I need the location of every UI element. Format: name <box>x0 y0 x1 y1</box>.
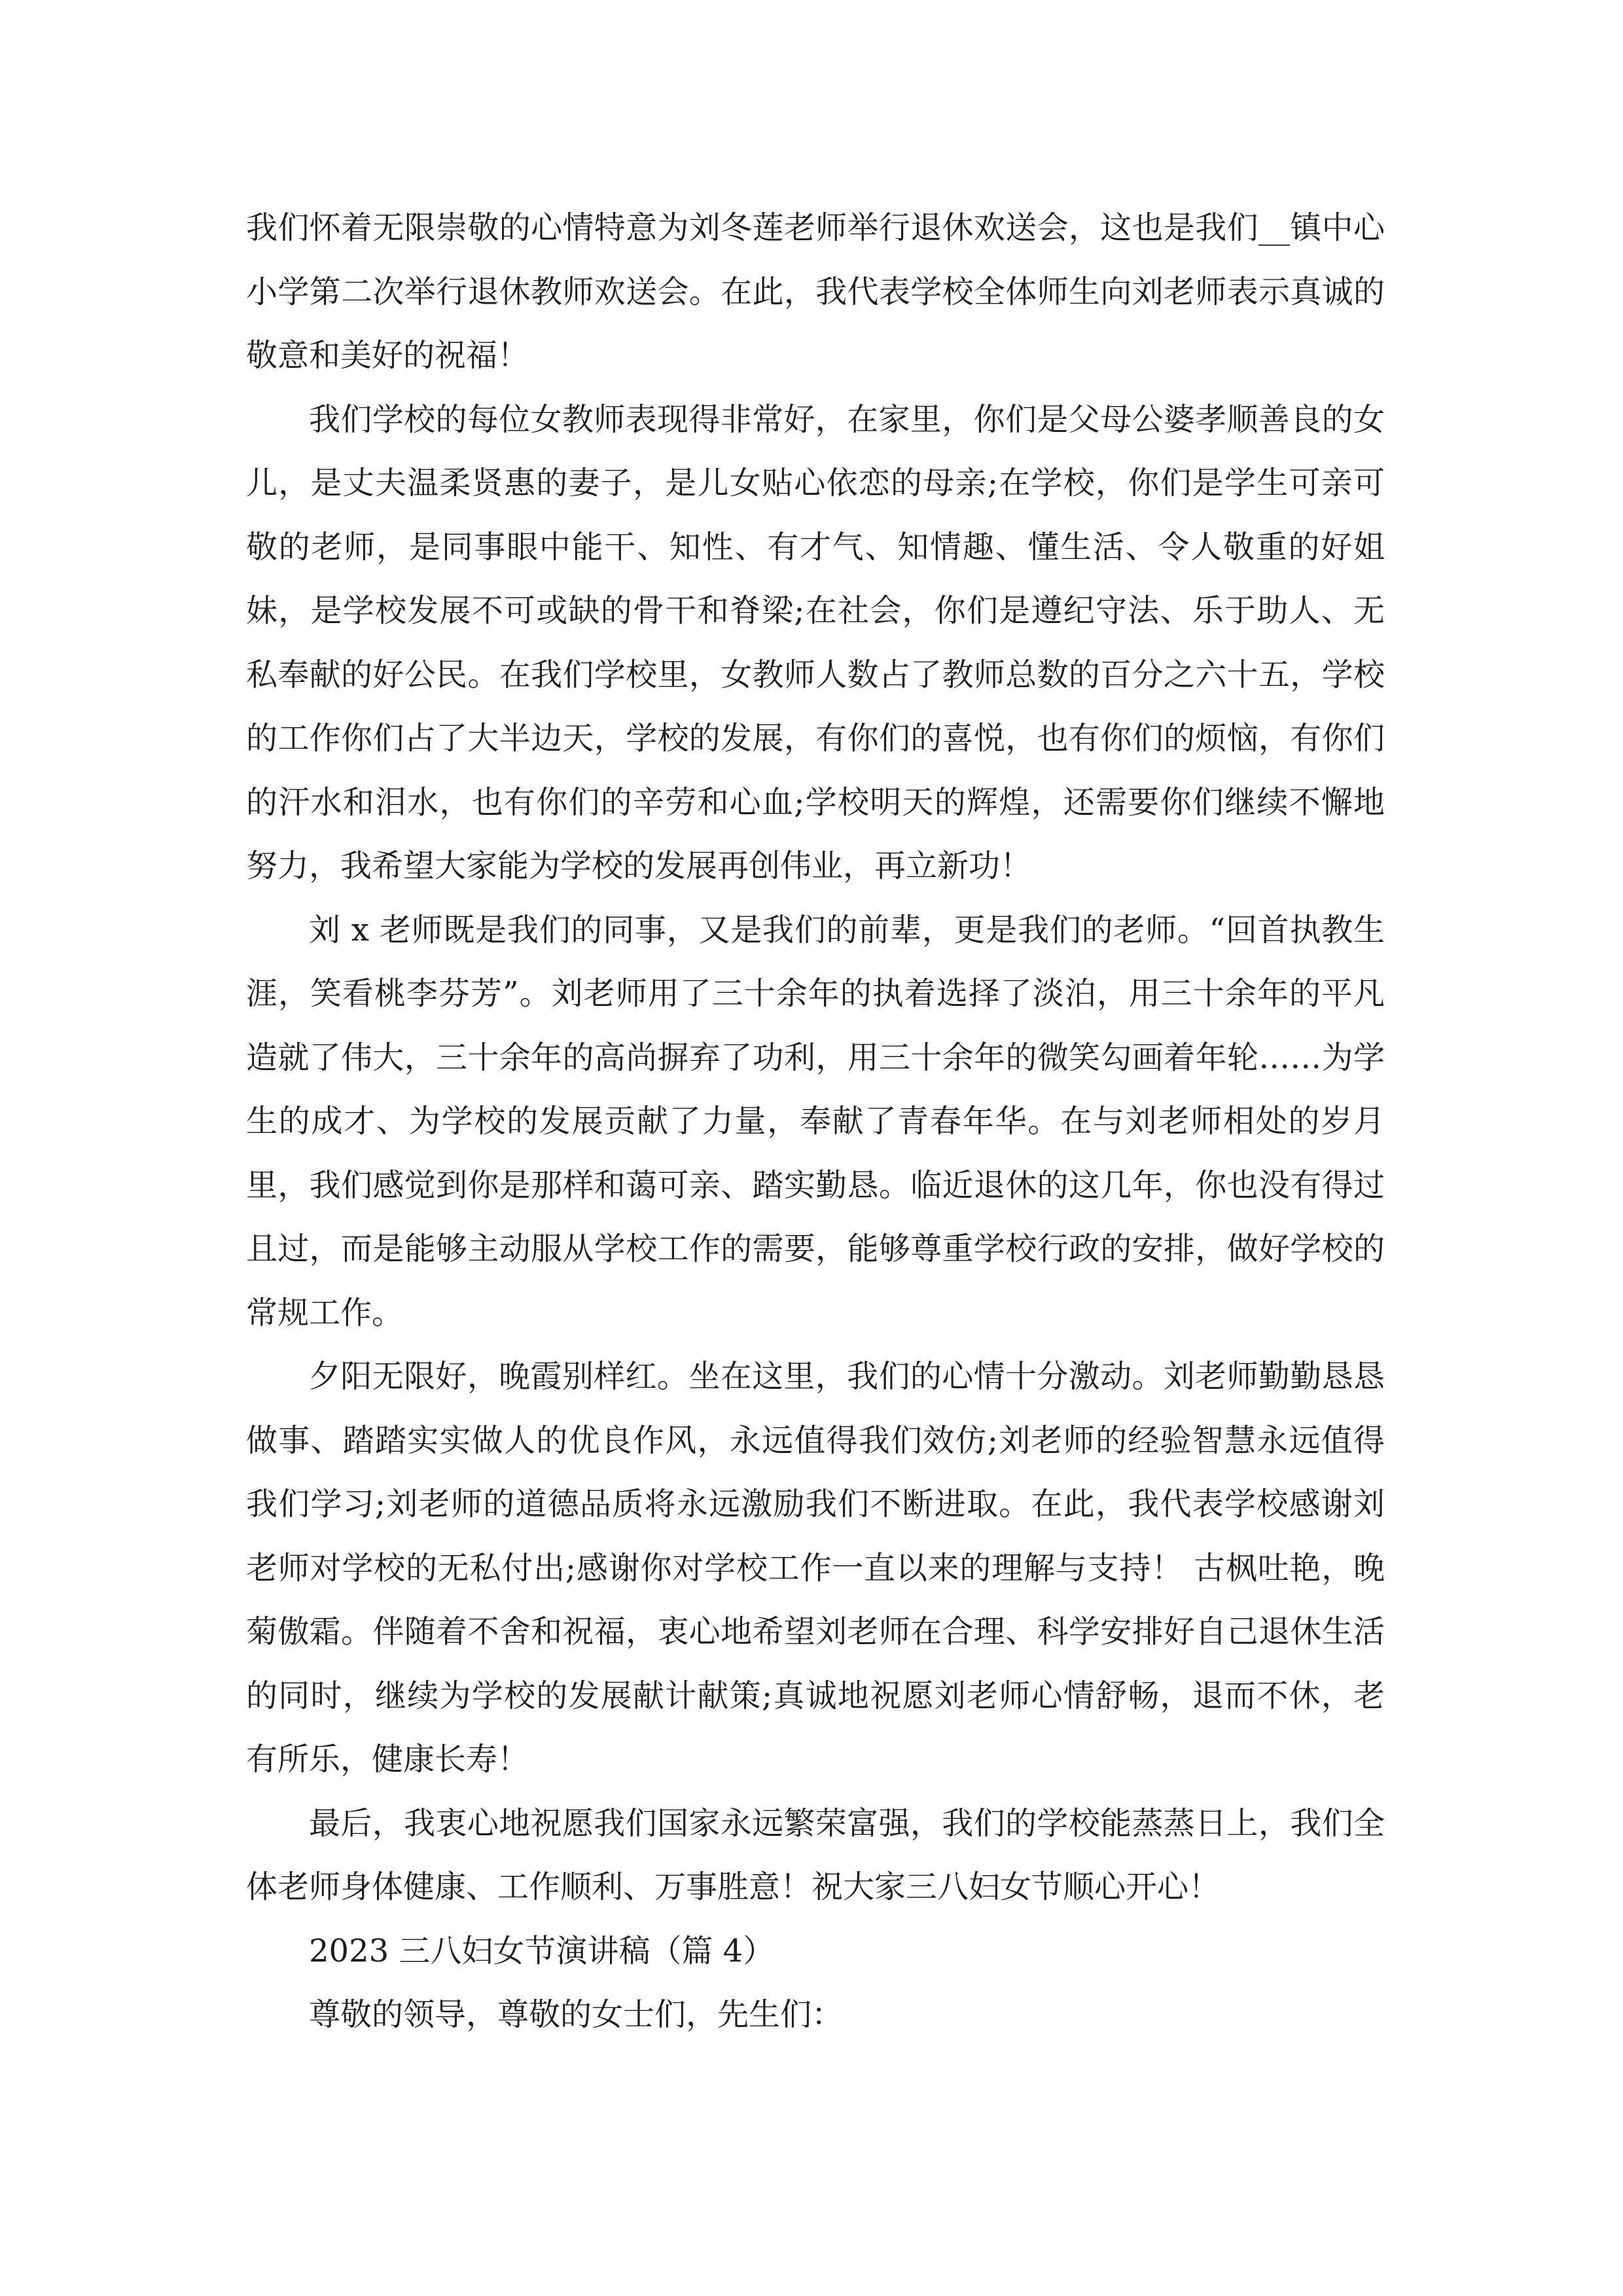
paragraph-5: 最后，我衷心地祝愿我们国家永远繁荣富强，我们的学校能蒸蒸日上，我们全体老师身体健康、工作顺利、万事胜意！祝大家三八妇女节顺心开心！ <box>246 1804 1385 1905</box>
document-body <box>246 196 1385 2047</box>
paragraph-2: 我们学校的每位女教师表现得非常好，在家里，你们是父母公婆孝顺善良的女儿，是丈夫温柔贤惠的妻子，是儿女贴心依恋的母亲;在学校，你们是学生可亲可敬的老师，是同事眼中能干、知性、有才气、知情趣、懂生活、令人敬重的好姐妹，是学校发展不可或缺的骨干和脊梁;在社会，你们是遵纪守法、乐于助人、无私奉献的好公民。在我们学校里，女教师人数占了教师总数的百分之六十五，学校的工作你们占了大半边天，学校的发展，有你们的喜悦，也有你们的烦恼，有你们的汗水和泪水，也有你们的辛劳和心血;学校明天的辉煌，还需要你们继续不懈地努力，我希望大家能为学校的发展再创伟业，再立新功！ <box>246 401 1385 884</box>
section-heading: 2023 三八妇女节演讲稿（篇 4） <box>309 1932 775 1969</box>
salutation: 尊敬的领导，尊敬的女士们，先生们： <box>309 1996 844 2033</box>
paragraph-1: 我们怀着无限崇敬的心情特意为刘冬莲老师举行退休欢送会，这也是我们__镇中心小学第二次举行退休教师欢送会。在此，我代表学校全体师生向刘老师表示真诚的敬意和美好的祝福！ <box>246 209 1385 374</box>
paragraph-4: 夕阳无限好，晚霞别样红。坐在这里，我们的心情十分激动。刘老师勤勤恳恳做事、踏踏实实做人的优良作风，永远值得我们效仿;刘老师的经验智慧永远值得我们学习;刘老师的道德品质将永远激励我们不断进取。在此，我代表学校感谢刘老师对学校的无私付出;感谢你对学校工作一直以来的理解与支持！ 古枫吐艳，晚菊傲霜。伴随着不舍和祝福，衷心地希望刘老师在合理、科学安排好自己退休生活的同时，继续为学校的发展献计献策;真诚地祝愿刘老师心情舒畅，退而不休，老有所乐，健康长寿！ <box>246 1358 1385 1778</box>
paragraph-3: 刘 x 老师既是我们的同事，又是我们的前辈，更是我们的老师。“回首执教生涯，笑看桃李芬芳”。刘老师用了三十余年的执着选择了淡泊，用三十余年的平凡造就了伟大，三十余年的高尚摒弃了功利，用三十余年的微笑勾画着年轮……为学生的成才、为学校的发展贡献了力量，奉献了青春年华。在与刘老师相处的岁月里，我们感觉到你是那样和蔼可亲、踏实勤恳。临近退休的这几年，你也没有得过且过，而是能够主动服从学校工作的需要，能够尊重学校行政的安排，做好学校的常规工作。 <box>246 911 1385 1331</box>
